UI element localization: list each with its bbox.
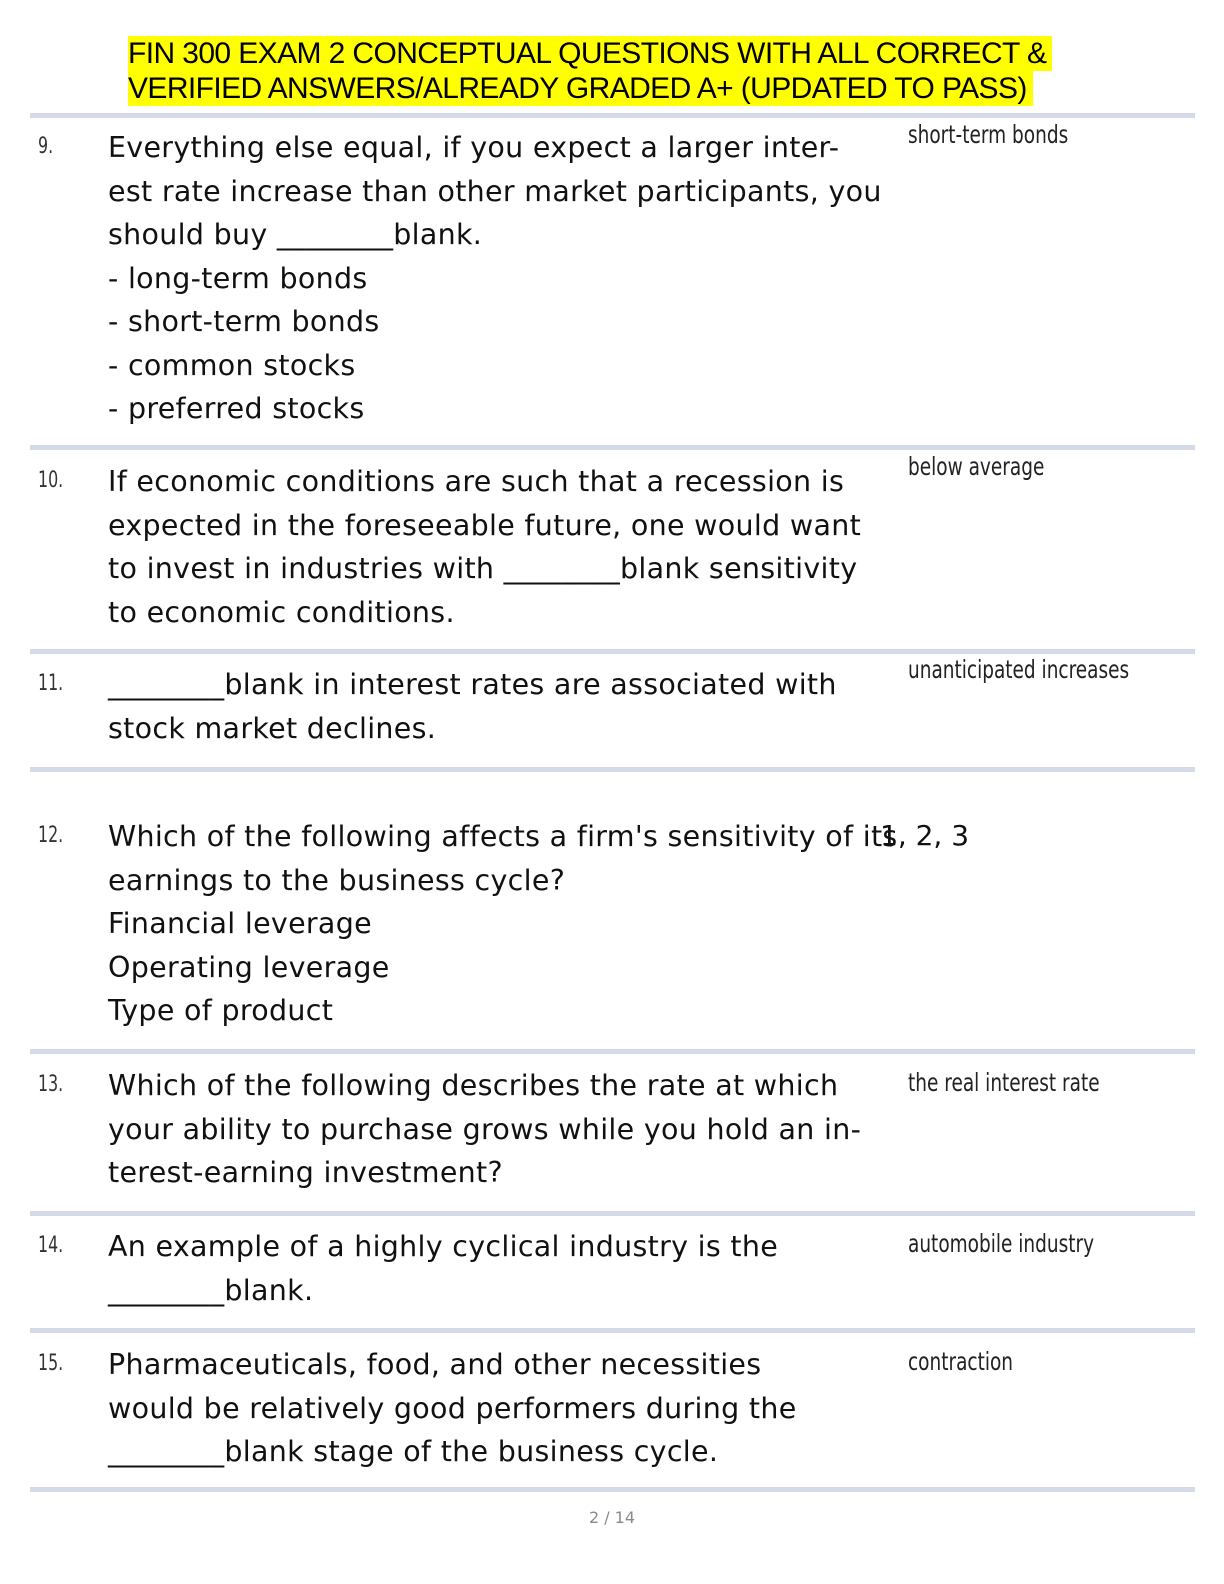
question-line: should buy ________blank. — [108, 218, 483, 251]
question-line: earnings to the business cycle? — [108, 863, 566, 897]
question-number: 12. — [38, 823, 64, 848]
question-line: Pharmaceuticals, food, and other necessities — [108, 1348, 762, 1381]
question-line: stock market declines. — [108, 711, 437, 745]
answer-text: automobile industry — [908, 1229, 1095, 1258]
question-text — [108, 1343, 898, 1474]
answer-text: 1, 2, 3 — [880, 819, 970, 852]
question-line: If economic conditions are such that a recession is — [108, 465, 845, 498]
question-text — [108, 460, 898, 634]
question-number: 13. — [38, 1072, 64, 1097]
question-line: ________blank in interest rates are associated with — [108, 668, 837, 701]
answer-text: short-term bonds — [908, 120, 1069, 149]
question-line: would be relatively good performers during the — [108, 1391, 797, 1425]
divider — [30, 1049, 1195, 1054]
answer-text: the real interest rate — [908, 1068, 1100, 1097]
page-indicator: 2 / 14 — [588, 1508, 636, 1527]
question-number: 9. — [38, 134, 54, 159]
question-line: Which of the following describes the rate at which — [108, 1069, 839, 1102]
question-line: An example of a highly cyclical industry is the — [108, 1230, 779, 1263]
question-text — [108, 126, 898, 431]
title-line-2: VERIFIED ANSWERS/ALREADY GRADED A+ (UPDATED TO PASS) — [128, 71, 1033, 106]
question-number: 15. — [38, 1351, 64, 1376]
divider — [30, 649, 1195, 654]
document-title — [128, 36, 1148, 106]
question-line: expected in the foreseeable future, one would want — [108, 508, 862, 542]
question-line: to economic conditions. — [108, 595, 455, 629]
question-text — [108, 1064, 898, 1195]
question-line: ________blank. — [108, 1273, 314, 1307]
option-line: - long-term bonds — [108, 261, 368, 295]
question-line: Everything else equal, if you expect a larger inter- — [108, 131, 840, 164]
answer-text: below average — [908, 452, 1045, 481]
answer-text: unanticipated increases — [908, 655, 1130, 684]
option-line: Operating leverage — [108, 950, 390, 984]
question-line: your ability to purchase grows while you hold an in- — [108, 1112, 862, 1146]
divider — [30, 1211, 1195, 1216]
answer-text: contraction — [908, 1347, 1014, 1376]
question-line: ________blank stage of the business cycle. — [108, 1435, 719, 1468]
divider — [30, 1328, 1195, 1333]
divider — [30, 767, 1195, 772]
question-line: terest-earning investment? — [108, 1156, 503, 1189]
option-line: Type of product — [108, 994, 334, 1027]
question-text — [108, 663, 898, 750]
question-text — [108, 815, 898, 1033]
divider — [30, 113, 1195, 118]
option-line: - short-term bonds — [108, 305, 380, 338]
question-line: to invest in industries with ________blank sensitivity — [108, 552, 858, 585]
divider — [30, 1487, 1195, 1492]
option-line: - preferred stocks — [108, 392, 365, 425]
question-line: est rate increase than other market participants, you — [108, 174, 882, 208]
divider — [30, 445, 1195, 450]
question-number: 11. — [38, 671, 64, 696]
question-number: 10. — [38, 468, 64, 493]
question-number: 14. — [38, 1233, 64, 1258]
option-line: Financial leverage — [108, 907, 372, 940]
title-line-1: FIN 300 EXAM 2 CONCEPTUAL QUESTIONS WITH ALL CORRECT & — [128, 36, 1052, 71]
question-line: Which of the following affects a firm's sensitivity of its — [108, 820, 898, 853]
option-line: - common stocks — [108, 348, 356, 382]
question-text — [108, 1225, 898, 1312]
